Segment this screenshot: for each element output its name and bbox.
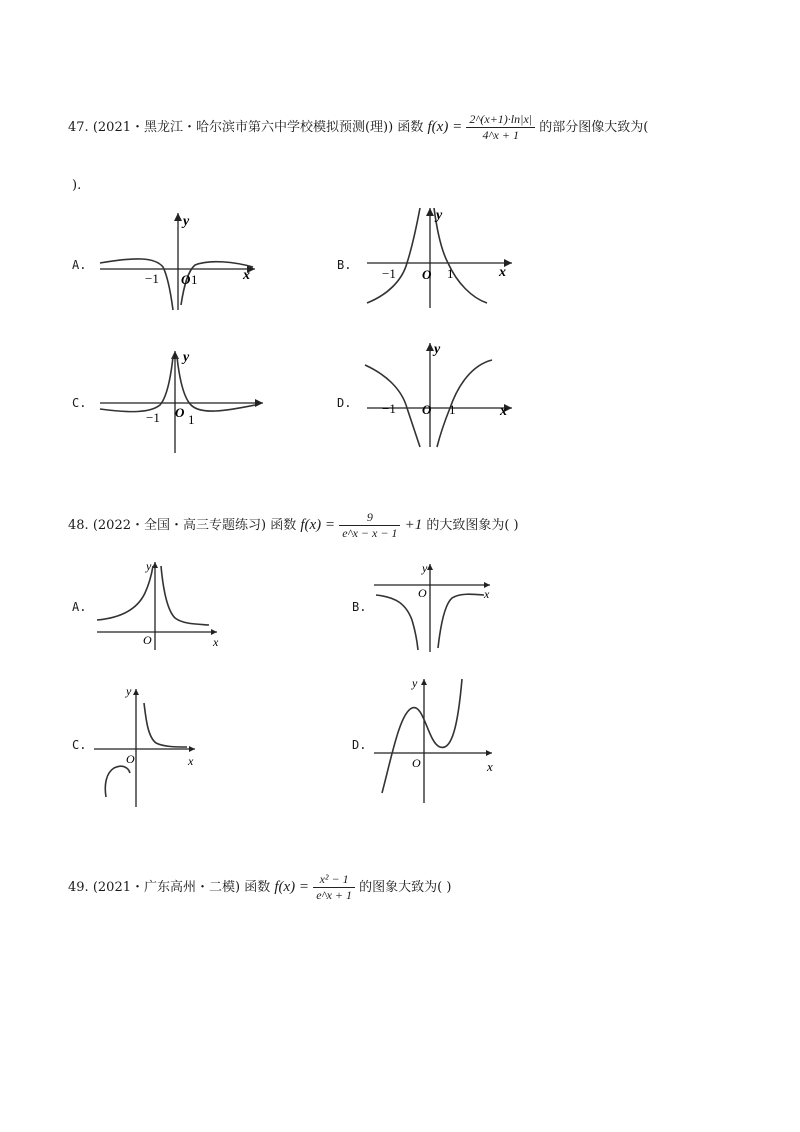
q48-option-d[interactable]: D. [352,738,367,752]
y-label: y [183,350,190,365]
q47-denominator: 4^x + 1 [482,128,519,142]
curve-left [376,595,418,650]
q48-f: f(x) = [300,517,336,533]
curve-left [105,766,130,797]
q49-source: (2021・广东高州・二模) [92,880,241,895]
q47-line [68,112,648,143]
q48-line [68,510,519,541]
q49-number: 49. [68,880,89,895]
q48-numerator: 9 [339,510,400,526]
y-arrow-icon [427,564,433,570]
q48-graph-b [372,560,502,655]
q48-denominator: e^x − x − 1 [342,526,398,540]
y-arrow-icon [426,343,434,351]
origin-label: O [126,752,135,766]
curve-right [438,594,484,648]
q49-fraction [313,872,355,903]
y-label: y [434,342,441,357]
tick-neg1: −1 [382,401,396,416]
curve-right [144,703,187,747]
q48-graph-c [92,685,207,810]
q47-option-a[interactable]: A. [72,258,87,272]
y-arrow-icon [421,679,427,685]
y-label: y [436,208,443,223]
q47-option-b[interactable]: B. [337,258,352,272]
y-label: y [183,214,190,229]
q49-line [68,872,451,903]
q47-option-d[interactable]: D. [337,396,352,410]
q48-graph-d [372,675,502,807]
curve-left [367,208,420,303]
origin-label: O [418,586,427,600]
q47-graph-c [95,345,270,455]
q48-tail: 的大致图象为( ) [426,518,519,533]
q47-graph-b [362,203,527,313]
q48-plus: +1 [404,517,423,533]
q47-fraction [466,112,535,143]
tick-1: 1 [191,272,198,287]
x-label: x [500,404,507,419]
q47-graph-d [362,335,527,450]
x-arrow-icon [255,399,263,407]
q47-option-c[interactable]: C. [72,396,87,410]
tick-neg1: −1 [146,410,160,425]
origin-label: O [422,402,432,417]
tick-1: 1 [449,402,456,417]
origin-label: O [143,633,152,647]
y-label: y [146,559,152,573]
q47-tail: 的部分图像大致为( [539,120,649,135]
origin-label: O [422,267,432,282]
q49-lead: 函数 [244,880,271,895]
q48-option-c[interactable]: C. [72,738,87,752]
q47-tail2: ). [72,178,82,193]
q48-fraction [339,510,400,541]
x-arrow-icon [486,750,492,756]
origin-label: O [175,405,185,420]
tick-neg1: −1 [382,266,396,281]
q49-tail: 的图象大致为( ) [359,880,452,895]
y-arrow-icon [133,689,139,695]
tick-1: 1 [188,412,195,427]
origin-label: O [412,756,421,770]
y-label: y [412,676,418,690]
q47-f: f(x) = [427,119,463,135]
q47-lead: 函数 [397,120,424,135]
y-label: y [422,561,428,575]
x-label: x [499,265,506,280]
curve-right [437,360,492,447]
q48-option-b[interactable]: B. [352,600,367,614]
origin-label: O [181,272,191,287]
curve-right [161,566,209,625]
x-label: x [188,754,194,768]
x-label: x [243,268,250,283]
q49-numerator: x² − 1 [313,872,355,888]
x-label: x [484,587,490,601]
q48-source: (2022・全国・高三专题练习) [92,518,267,533]
q48-lead: 函数 [270,518,297,533]
q47-source: (2021・黑龙江・哈尔滨市第六中学校模拟预测(理)) [92,120,394,135]
q47-numerator: 2^(x+1)·ln|x| [466,112,535,128]
q48-graph-a [95,558,225,653]
tick-1: 1 [447,266,454,281]
q49-denominator: e^x + 1 [316,888,352,902]
x-arrow-icon [189,746,195,752]
y-label: y [126,684,132,698]
q48-number: 48. [68,518,89,533]
q47-number: 47. [68,120,89,135]
q48-option-a[interactable]: A. [72,600,87,614]
curve-left [97,566,153,620]
tick-neg1: −1 [145,271,159,286]
q47-graph-a [95,205,265,315]
y-arrow-icon [426,208,434,216]
curve [382,679,462,793]
y-arrow-icon [174,213,182,221]
x-label: x [213,635,219,649]
curve-left [100,259,173,310]
q49-f: f(x) = [274,879,310,895]
x-label: x [487,759,493,774]
